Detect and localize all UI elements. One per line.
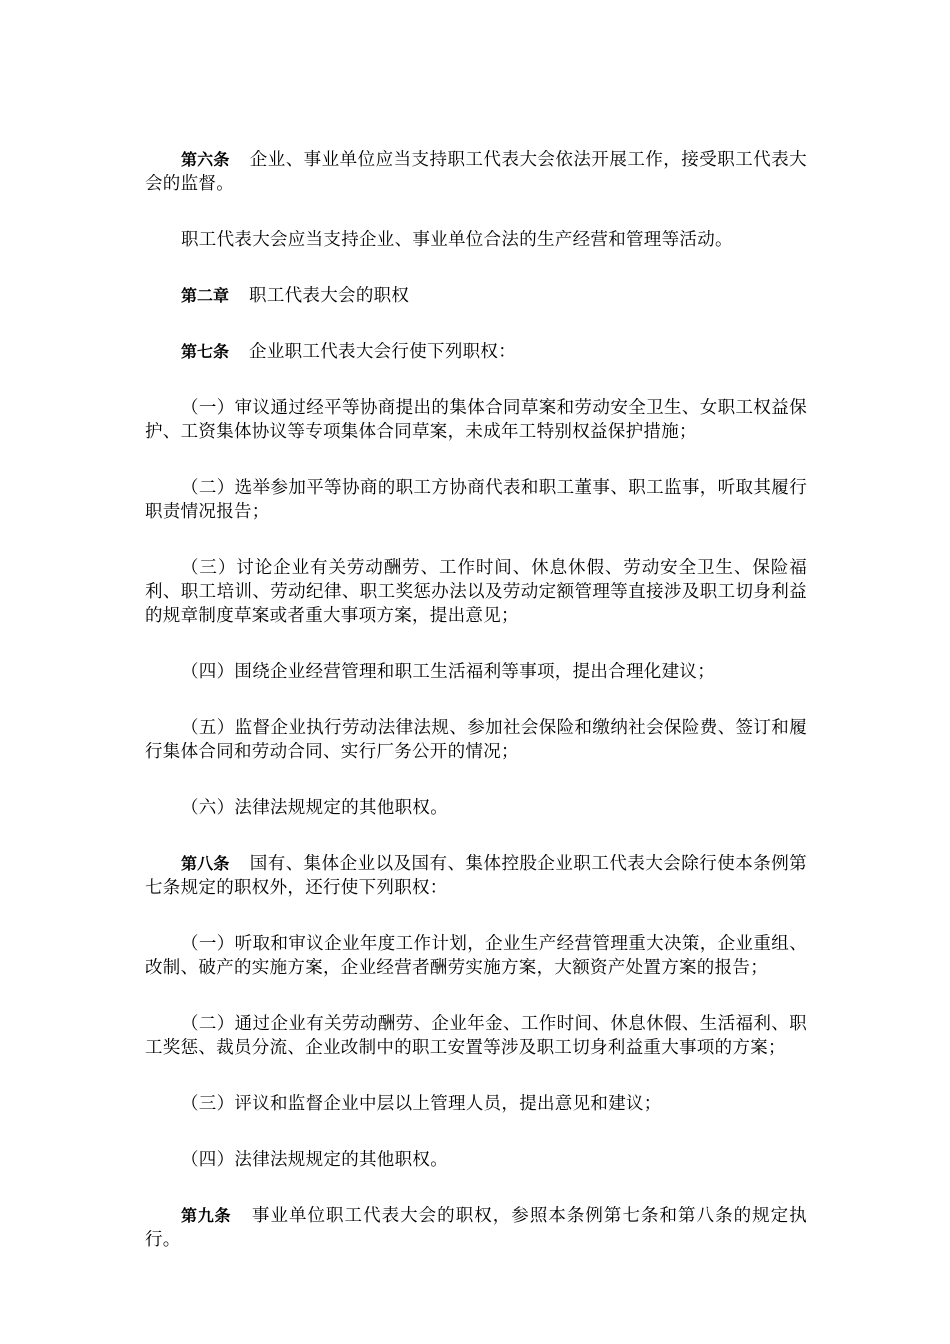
chapter-2-heading — [145, 284, 807, 308]
article-8-item-3 — [145, 1092, 807, 1116]
article-heading: 第八条 — [181, 854, 230, 873]
article-8-item-4 — [145, 1148, 807, 1172]
paragraph-text: 国有、集体企业以及国有、集体控股企业职工代表大会除行使本条例第七条规定的职权外，还行使下列职权： — [145, 854, 807, 898]
paragraph-text: 企业职工代表大会行使下列职权： — [249, 342, 517, 362]
chapter-heading: 第二章 — [181, 286, 230, 305]
list-item-text: （二）选举参加平等协商的职工方协商代表和职工董事、职工监事，听取其履行职责情况报告； — [145, 478, 807, 522]
paragraph-text: 企业、事业单位应当支持职工代表大会依法开展工作，接受职工代表大会的监督。 — [145, 150, 807, 194]
list-item-text: （一）审议通过经平等协商提出的集体合同草案和劳动安全卫生、女职工权益保护、工资集体协议等专项集体合同草案，未成年工特别权益保护措施； — [145, 398, 807, 442]
article-9-paragraph — [145, 1204, 807, 1252]
article-7-item-3 — [145, 556, 807, 628]
article-7-item-2 — [145, 476, 807, 524]
article-heading: 第六条 — [181, 150, 230, 169]
article-8-item-2 — [145, 1012, 807, 1060]
list-item-text: （三）评议和监督企业中层以上管理人员，提出意见和建议； — [181, 1094, 662, 1114]
article-heading: 第九条 — [181, 1206, 232, 1225]
article-heading: 第七条 — [181, 342, 230, 361]
article-8-paragraph — [145, 852, 807, 900]
paragraph-text: 职工代表大会应当支持企业、事业单位合法的生产经营和管理等活动。 — [181, 230, 733, 250]
chapter-title: 职工代表大会的职权 — [249, 286, 410, 306]
article-7-item-4 — [145, 660, 807, 684]
article-8-item-1 — [145, 932, 807, 980]
article-6-clause-2 — [145, 228, 807, 252]
document-page — [145, 148, 807, 1284]
list-item-text: （二）通过企业有关劳动酬劳、企业年金、工作时间、休息休假、生活福利、职工奖惩、裁员分流、企业改制中的职工安置等涉及职工切身利益重大事项的方案； — [145, 1014, 807, 1058]
article-7-item-6 — [145, 796, 807, 820]
article-6-paragraph — [145, 148, 807, 196]
list-item-text: （六）法律法规规定的其他职权。 — [181, 798, 448, 818]
list-item-text: （三）讨论企业有关劳动酬劳、工作时间、休息休假、劳动安全卫生、保险福利、职工培训、劳动纪律、职工奖惩办法以及劳动定额管理等直接涉及职工切身利益的规章制度草案或者重大事项方案，提出意见； — [145, 558, 807, 626]
paragraph-text: 事业单位职工代表大会的职权，参照本条例第七条和第八条的规定执行。 — [145, 1206, 807, 1250]
list-item-text: （一）听取和审议企业年度工作计划，企业生产经营管理重大决策，企业重组、改制、破产的实施方案，企业经营者酬劳实施方案，大额资产处置方案的报告； — [145, 934, 807, 978]
article-7-item-5 — [145, 716, 807, 764]
list-item-text: （四）围绕企业经营管理和职工生活福利等事项，提出合理化建议； — [181, 662, 715, 682]
article-7-item-1 — [145, 396, 807, 444]
list-item-text: （五）监督企业执行劳动法律法规、参加社会保险和缴纳社会保险费、签订和履行集体合同和劳动合同、实行厂务公开的情况； — [145, 718, 807, 762]
article-7-paragraph — [145, 340, 807, 364]
list-item-text: （四）法律法规规定的其他职权。 — [181, 1150, 448, 1170]
